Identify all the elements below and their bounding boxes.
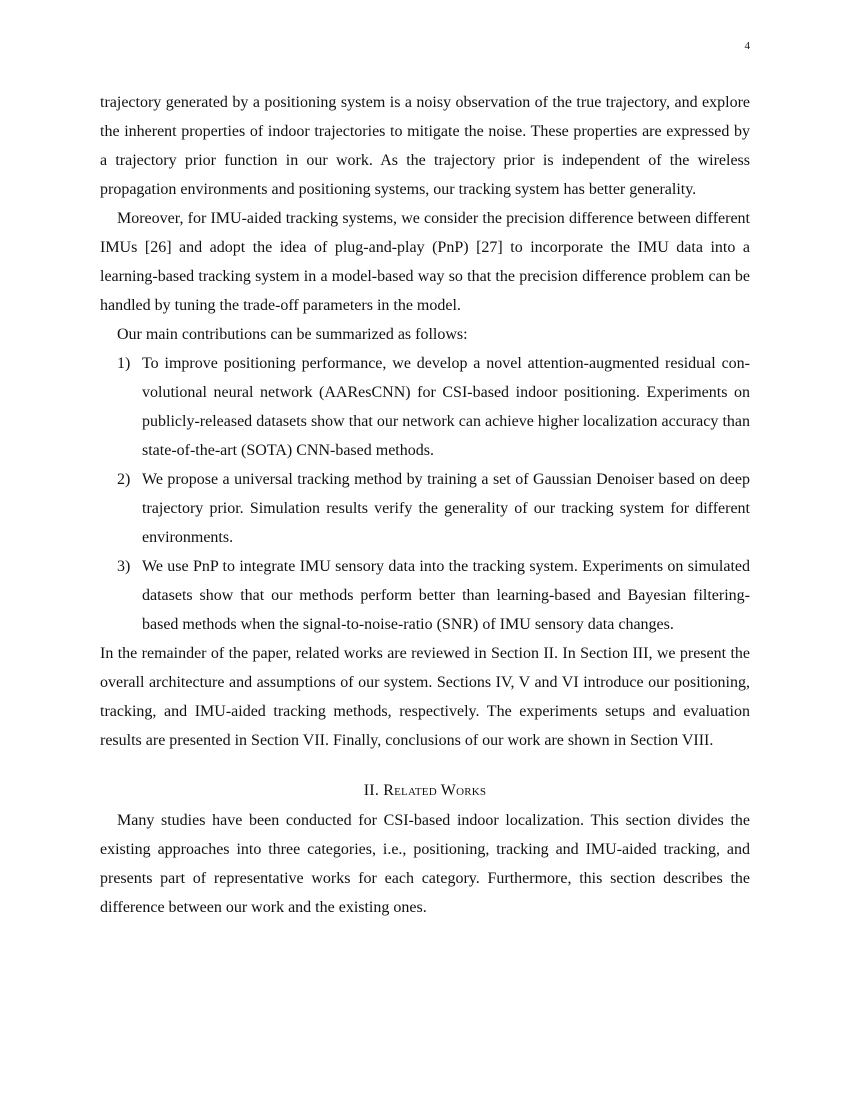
- paragraph-trajectory-prior: trajectory generated by a positioning system is a noisy observation of the true trajectory, and explore the inherent properties of indoor trajectories to mitigate the noise. These properties are expressed by a trajectory prior function in our work. As the trajectory prior is independent of the wireless propagation environments and positioning systems, our tracking system has better generality.: [100, 94, 750, 198]
- list-item: [100, 349, 750, 465]
- list-item: [100, 552, 750, 639]
- contributions-list: [100, 349, 750, 639]
- paragraph-paper-outline: In the remainder of the paper, related works are reviewed in Section II. In Section III, we present the overall architecture and assumptions of our system. Sections IV, V and VI introduce our positioning, tracking, and IMU-aided tracking methods, respectively. The experiments setups and evaluation results are presented in Section VII. Finally, conclusions of our work are shown in Section VIII.: [100, 645, 750, 749]
- paragraph-contributions-intro: Our main contributions can be summarized as follows:: [117, 326, 468, 343]
- paragraph-related-works: Many studies have been conducted for CSI-based indoor localization. This section divides the existing approaches into three categories, i.e., positioning, tracking and IMU-aided tracking, and presents part of representative works for each category. Furthermore, this section describes the difference between our work and the existing ones.: [100, 812, 750, 916]
- list-item-number: 3): [117, 558, 131, 575]
- list-item-text: We propose a universal tracking method by training a set of Gaussian Denoiser based on deep trajectory prior. Simulation results verify the generality of our tracking system for different environments.: [142, 471, 750, 546]
- page-body: [100, 88, 750, 922]
- paragraph-imu-aided: Moreover, for IMU-aided tracking systems, we consider the precision difference between different IMUs [26] and adopt the idea of plug-and-play (PnP) [27] to incorporate the IMU data into a learning-based tracking system in a model-based way so that the precision difference problem can be handled by tuning the trade-off parameters in the model.: [100, 210, 750, 314]
- list-item-text: We use PnP to integrate IMU sensory data into the tracking system. Experiments on simulated datasets show that our methods perform better than learning-based and Bayesian filtering-based methods when the signal-to-noise-ratio (SNR) of IMU sensory data changes.: [142, 558, 750, 633]
- list-item-text: To improve positioning performance, we develop a novel attention-augmented residual con-volutional neural network (AAResCNN) for CSI-based indoor positioning. Experiments on publicly-released datasets show that our network can achieve higher localization accuracy than state-of-the-art (SOTA) CNN-based methods.: [142, 355, 750, 459]
- list-item: [100, 465, 750, 552]
- section-number: II.: [363, 782, 380, 799]
- section-title: Related Works: [383, 782, 487, 799]
- page-number: 4: [744, 40, 750, 52]
- list-item-number: 1): [117, 355, 131, 372]
- list-item-number: 2): [117, 471, 131, 488]
- section-heading: [100, 781, 750, 801]
